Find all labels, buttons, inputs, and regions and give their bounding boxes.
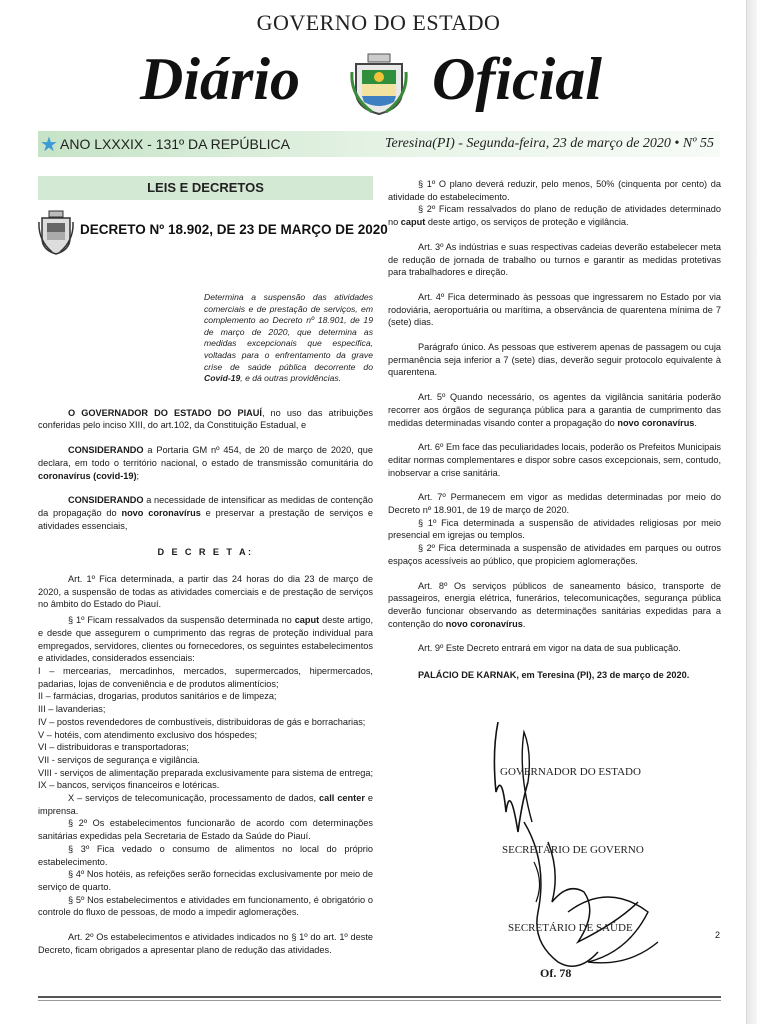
art1-item: VIII - serviços de alimentação preparada exclusivamente para sistema de entrega;: [38, 767, 374, 778]
art1-item: IX – bancos, serviços financeiros e lotéricas.: [38, 780, 220, 791]
art1-paragraph-5: § 5º Nos estabelecimentos e atividades em funcionamento, é obrigatório o controle do fluxo de pessoas, de modo a impedir aglomerações.: [38, 894, 373, 918]
art2-caput: Art. 2º Os estabelecimentos e atividades indicados no § 1º do art. 1º deste Decreto, ficam obrigados a apresentar plano de redução das atividades.: [38, 932, 373, 955]
art5: Art. 5º Quando necessário, os agentes da vigilância sanitária poderão recorrer aos órgãos de segurança pública para a garantia de cumprimento das medidas determinadas visando conter a propagação do novo coronavírus.: [388, 392, 721, 428]
footer-rule-thin: [38, 1000, 721, 1001]
art1-item: II – farmácias, drogarias, produtos sanitários e de limpeza;: [38, 691, 277, 702]
masthead-word-diario: Diário: [140, 46, 301, 112]
art4-single-paragraph: Parágrafo único. As pessoas que estiverem apenas de passagem ou cuja permanência seja inferior a 7 (sete) dias, deverão seguir protocolo equivalente à quarentena.: [388, 342, 721, 378]
art1-item: VI – distribuidoras e transportadoras;: [38, 742, 189, 753]
signature-governor: GOVERNADOR DO ESTADO: [500, 766, 641, 778]
preamble-considerando-2: CONSIDERANDO a necessidade de intensificar as medidas de contenção da propagação do novo coronavírus e preservar a prestação de serviços e atividades essenciais,: [38, 495, 374, 531]
masthead: [140, 40, 630, 118]
header-government: GOVERNO DO ESTADO: [256, 10, 501, 35]
crest-icon: [38, 210, 74, 256]
art7-paragraph-2: § 2º Fica determinada a suspensão de atividades em parques ou outros espaços acessíveis ao público, que propiciem aglomerações.: [388, 543, 721, 566]
page-edge-shadow: [746, 0, 757, 1024]
decree-header: [38, 210, 388, 258]
masthead-word-oficial: Oficial: [432, 46, 602, 112]
signature-block: [488, 712, 708, 992]
art3: Art. 3º As indústrias e suas respectivas cadeias deverão estabelecer meta de redução de jornada de trabalho ou turnos e garantir as medidas protetivas para trabalhadores e direção.: [388, 241, 721, 278]
art2-paragraph-2: § 2º Ficam ressalvados do plano de redução de atividades determinado no caput deste artigo, os serviços de proteção e vigilância.: [388, 204, 721, 228]
left-column: [38, 176, 388, 956]
art4-caput: Art. 4º Fica determinado às pessoas que ingressarem no Estado por via rodoviária, aeroportuária ou marítima, a observância de quarentena mínima de 7 (sete) dias.: [388, 291, 721, 328]
art1-item: IV – postos revendedores de combustíveis, distribuidoras de gás e borracharias;: [38, 716, 366, 727]
art9: Art. 9º Este Decreto entrará em vigor na data de sua publicação.: [418, 643, 681, 654]
art1-item: V – hotéis, com atendimento exclusivo dos hóspedes;: [38, 729, 258, 740]
footer-rule: [38, 996, 721, 998]
page-number: 2: [715, 930, 721, 940]
art1-paragraph-1: § 1º Ficam ressalvados da suspensão determinada no caput deste artigo, e desde que assegurem o cumprimento das regras de proteção individual para empregados, servidores, clientes ou fornecedores, os seguintes estabelecimentos e atividades, considerados essenciais:: [38, 615, 373, 664]
signature-secretary-government: SECRETÁRIO DE GOVERNO: [502, 844, 644, 856]
art2-paragraph-1: § 1º O plano deverá reduzir, pelo menos, 50% (cinquenta por cento) da atividade do estabelecimento.: [388, 179, 721, 202]
art1-item: I – mercearias, mercadinhos, mercados, supermercados, hipermercados, padarias, lojas de conveniência e de produtos alimentícios;: [38, 666, 373, 689]
closing-place-date: PALÁCIO DE KARNAK, em Teresina (PI), 23 de março de 2020.: [418, 670, 690, 681]
art7-paragraph-1: § 1º Fica determinada a suspensão de atividades religiosas por meio presencial em igrejas ou templos.: [388, 517, 721, 541]
art1-item: VII - serviços de segurança e vigilância.: [38, 754, 200, 765]
preamble-considerando-1: CONSIDERANDO a Portaria GM nº 454, de 20 de março de 2020, que declara, em todo o território nacional, o estado de transmissão comunitária do coronavírus (covid-19);: [38, 445, 373, 481]
decreta-heading: D E C R E T A:: [157, 547, 254, 558]
right-column: [388, 178, 721, 682]
preamble-governor: O GOVERNADOR DO ESTADO DO PIAUÍ, no uso das atribuições conferidas pelo inciso XIII, do art.102, da Constituição Estadual, e: [38, 407, 373, 431]
edition-date: Teresina(PI) - Segunda-feira, 23 de março de 2020 • Nº 55: [385, 136, 714, 151]
art1-paragraph-3: § 3º Fica vedado o consumo de alimentos no local do próprio estabelecimento.: [38, 843, 373, 867]
art1-paragraph-2: § 2º Os estabelecimentos funcionarão de acordo com determinações sanitárias expedidas pela Secretaria de Estado da Saúde do Piauí.: [38, 818, 373, 842]
office-number: Of. 78: [540, 966, 572, 980]
art1-item: III – lavanderias;: [38, 704, 106, 715]
art6: Art. 6º Em face das peculiaridades locais, poderão os Prefeitos Municipais editar normas complementares e dispor sobre casos excepcionais, sem, contudo, inobservar a crise sanitária.: [388, 442, 721, 478]
section-title: LEIS E DECRETOS: [38, 176, 373, 200]
art1-paragraph-4: § 4º Nos hotéis, as refeições serão fornecidas exclusivamente por meio de serviço de quarto.: [38, 869, 373, 892]
decree-title: DECRETO Nº 18.902, DE 23 DE MARÇO DE 2020: [80, 222, 388, 237]
signature-secretary-health: SECRETÁRIO DE SAÚDE: [508, 922, 633, 934]
star-icon: ★: [40, 134, 58, 156]
state-seal-icon: [350, 52, 408, 116]
decree-summary: Determina a suspensão das atividades comerciais e de prestação de serviços, em complemento ao Decreto nº 18.901, de 19 de março de 2020, que determina as medidas excepcionais que especifica, voltadas para o enfrentamento da grave crise de saúde pública decorrente do Covid-19, e dá outras providências.: [204, 292, 373, 384]
art1-item-10: X – serviços de telecomunicação, processamento de dados, call center e imprensa.: [38, 793, 373, 816]
art1-caput: Art. 1º Fica determinada, a partir das 24 horas do dia 23 de março de 2020, a suspensão de todas as atividades comerciais e de prestação de serviços no âmbito do Estado do Piauí.: [38, 574, 373, 610]
art8: Art. 8º Os serviços públicos de saneamento básico, transporte de passageiros, energia elétrica, funerários, telecomunicações, segurança pública deverão funcionar observando as determinações sanitárias expedidas para a contenção do novo coronavírus.: [388, 580, 721, 629]
edition-band: [38, 131, 720, 157]
edition-year: ANO LXXXIX - 131º DA REPÚBLICA: [60, 136, 290, 152]
art7-caput: Art. 7º Permanecem em vigor as medidas determinadas por meio do Decreto nº 18.901, de 19 de março de 2020.: [388, 492, 721, 516]
